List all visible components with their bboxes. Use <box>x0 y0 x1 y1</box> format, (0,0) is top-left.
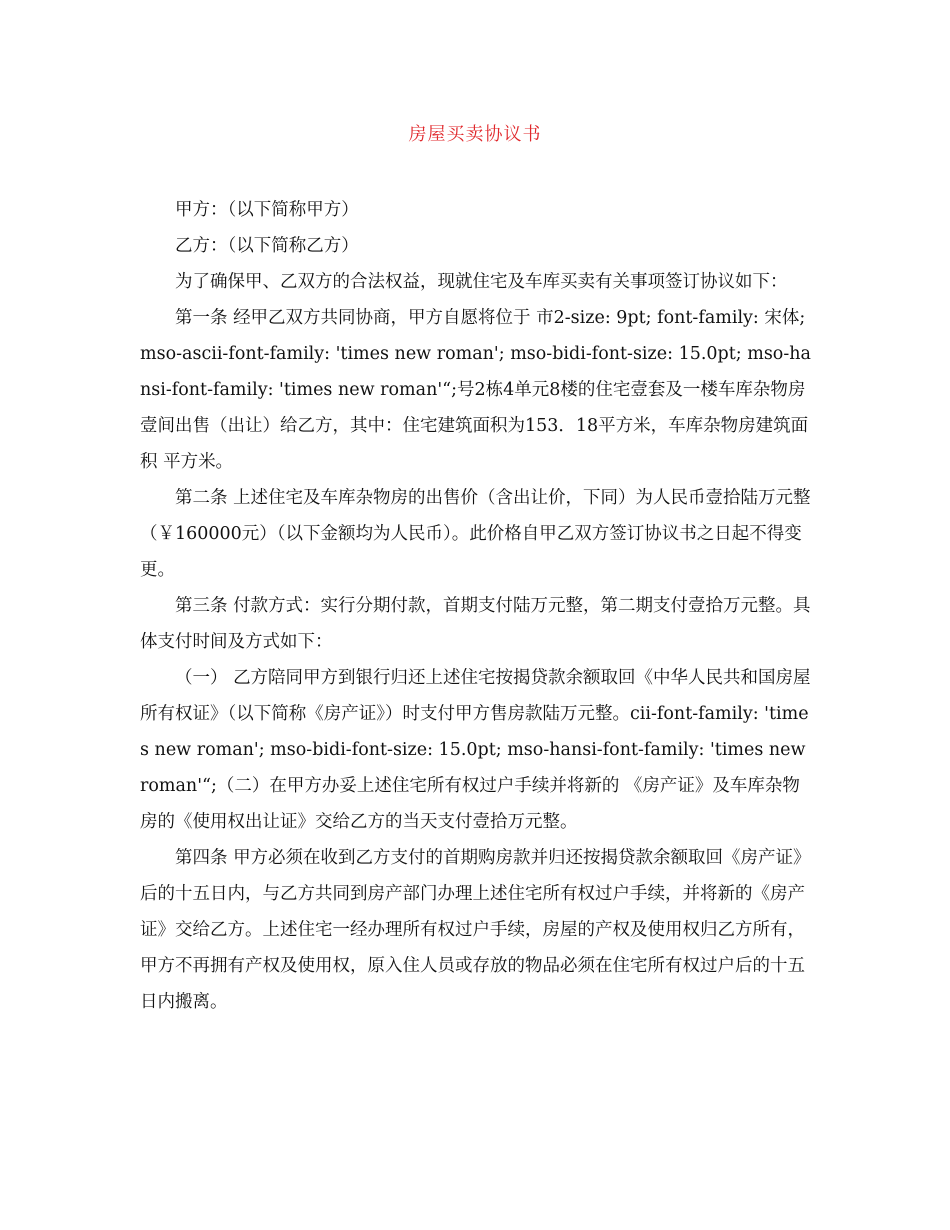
paragraph-article-2: 第二条 上述住宅及车库杂物房的出售价（含出让价，下同）为人民币壹拾陆万元整（￥160000元）（以下金额均为人民币）。此价格自甲乙双方签订协议书之日起不得变更。 <box>140 488 811 580</box>
paragraph-article-3: 第三条 付款方式：实行分期付款，首期支付陆万元整，第二期支付壹拾万元整。具体支付时间及方式如下： <box>140 596 811 652</box>
document-body <box>140 192 812 1020</box>
paragraph-preamble: 为了确保甲、乙双方的合法权益，现就住宅及车库买卖有关事项签订协议如下： <box>175 272 788 292</box>
paragraph-party-b: 乙方：（以下简称乙方） <box>175 236 359 256</box>
document-title: 房屋买卖协议书 <box>408 124 542 145</box>
paragraph-article-4: 第四条 甲方必须在收到乙方支付的首期购房款并归还按揭贷款余额取回《房产证》后的十五日内，与乙方共同到房产部门办理上述住宅所有权过户手续，并将新的《房产证》交给乙方。上述住宅一经办理所有权过户手续，房屋的产权及使用权归乙方所有，甲方不再拥有产权及使用权，原入住人员或存放的物品必须在住宅所有权过户后的十五日内搬离。 <box>140 848 811 1012</box>
paragraph-article-1: 第一条 经甲乙双方共同协商，甲方自愿将位于 市2-size: 9pt; font-family: 宋体; mso-ascii-font-family: 'times new roman'; mso-bidi-font-size: 15.0pt; mso-hansi-font-family: 'times new roman'“;号2栋4单元8楼的住宅壹套及一楼车库杂物房壹间出售（出让）给乙方，其中：住宅建筑面积为153．18平方米，车库杂物房建筑面积 平方米。 <box>140 308 811 472</box>
paragraph-party-a: 甲方：（以下简称甲方） <box>175 200 359 220</box>
paragraph-article-3-payment: （一） 乙方陪同甲方到银行归还上述住宅按揭贷款余额取回《中华人民共和国房屋所有权证》（以下简称《房产证》）时支付甲方售房款陆万元整。cii-font-family: 'times new roman'; mso-bidi-font-size: 15.0pt; mso-hansi-font-family: 'times new roman'“;（二）在甲方办妥上述住宅所有权过户手续并将新的 《房产证》及车库杂物房的《使用权出让证》交给乙方的当天支付壹拾万元整。 <box>140 668 811 832</box>
